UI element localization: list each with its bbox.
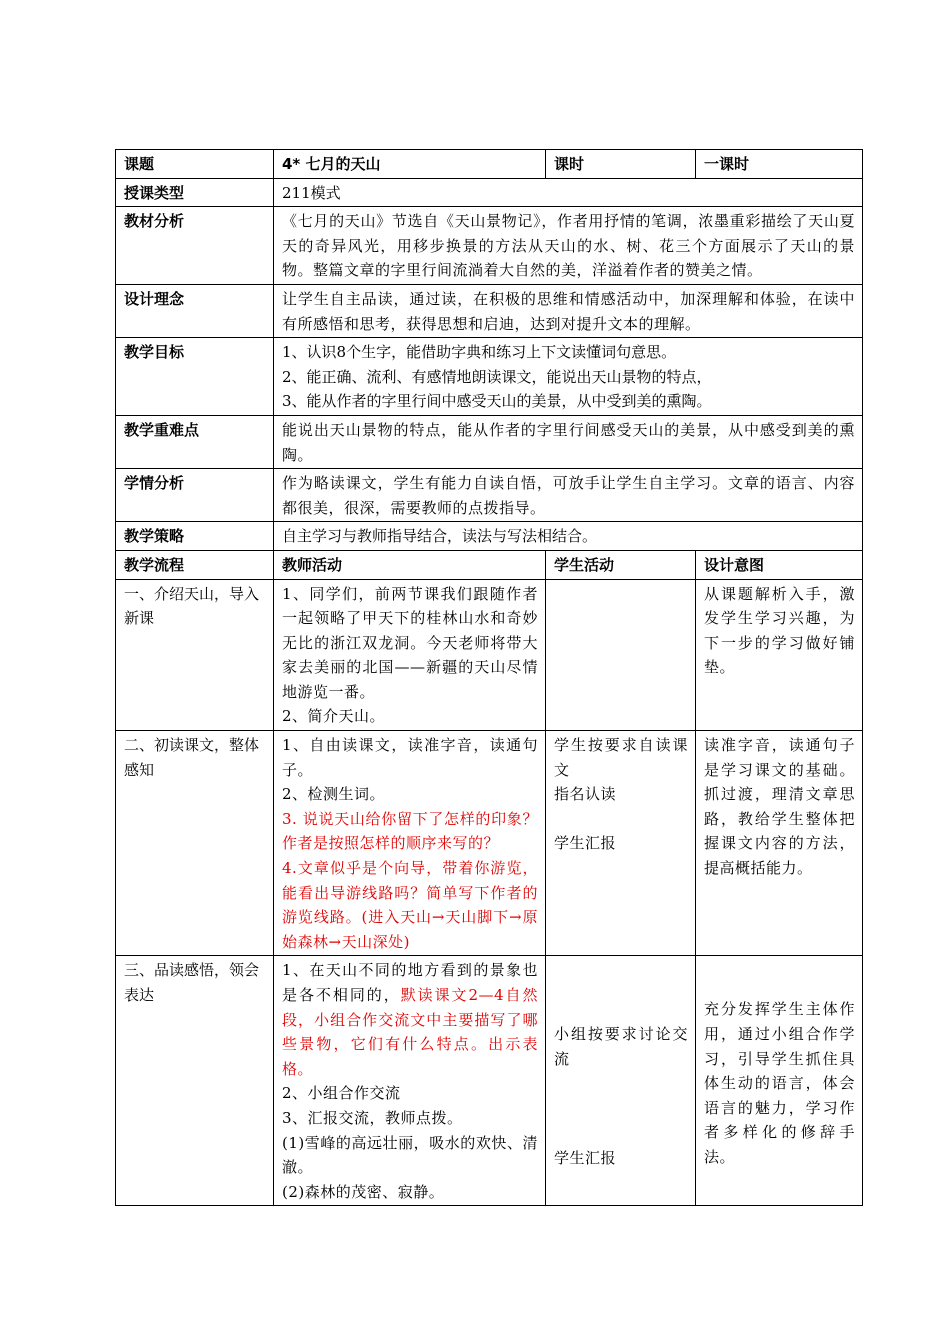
student-step: 小组按要求讨论交流 [554,1025,689,1068]
intent-header: 设计意图 [696,550,863,579]
spacer [554,1072,688,1146]
learner-row [116,469,863,522]
focus-label: 教学重难点 [116,415,274,468]
teacher-step: 2、小组合作交流 [282,1084,401,1103]
design-intent: 读准字音，读通句子是学习课文的基础。抓过渡，理清文章思路，教给学生整体把握课文内容的方法，提高概括能力。 [696,731,863,956]
stage-row [116,956,863,1206]
design-intent-text: 充分发挥学生主体作用，通过小组合作学习，引导学生抓住具体生动的语言，体会语言的魅力，学习作者多样化的修辞手法。 [704,1000,856,1166]
concept-value: 让学生自主品读，通过读，在积极的思维和情感活动中，加深理解和体验，在读中有所感悟和思考，获得思想和启迪，达到对提升文本的理解。 [274,284,863,337]
teacher-step-highlight: 默读课文2—4自然段，小组合作交流文中主要描写了哪些景物，它们有什么特点。出示表格。 [282,986,539,1078]
teacher-step: (1)雪峰的高远壮丽，吸水的欢快、清澈。 [282,1133,539,1177]
teacher-header: 教师活动 [274,550,546,579]
type-value: 211模式 [274,178,863,207]
goals-row [116,338,863,416]
period-value: 一课时 [696,150,863,179]
topic-value: 4* 七月的天山 [274,150,546,179]
type-label: 授课类型 [116,178,274,207]
student-step: 学生汇报 [554,834,617,853]
learner-value: 作为略读课文，学生有能力自读自悟，可放手让学生自主学习。文章的语言、内容都很美，很深，需要教师的点拨指导。 [274,469,863,522]
strategy-value: 自主学习与教师指导结合，读法与写法相结合。 [274,522,863,551]
topic-label: 课题 [116,150,274,179]
flow-header: 教学流程 [116,550,274,579]
spacer [554,807,688,832]
analysis-value: 《七月的天山》节选自《天山景物记》，作者用抒情的笔调，浓墨重彩描绘了天山夏天的奇异风光，用移步换景的方法从天山的水、树、花三个方面展示了天山的景物。整篇文章的字里行间流淌着大自然的美，洋溢着作者的赞美之情。 [274,207,863,285]
design-intent: 从课题解析入手，激发学生学习兴趣，为下一步的学习做好铺垫。 [696,579,863,731]
goal-item: 1、认识8个生字，能借助字典和练习上下文读懂词句意思。 [282,343,677,362]
teacher-step: (2)森林的茂密、寂静。 [282,1182,445,1201]
teacher-step-highlight: 3. 说说天山给你留下了怎样的印象？作者是按照怎样的顺序来写的？ [282,809,539,853]
goal-item: 2、能正确、流利、有感情地朗读课文，能说出天山景物的特点， [282,367,712,386]
teacher-step: 1、同学们，前两节课我们跟随作者一起领略了甲天下的桂林山水和奇妙无比的浙江双龙洞。今天老师将带大家去美丽的北国——新疆的天山尽情地游览一番。 [282,584,539,701]
teacher-step: 2、简介天山。 [282,707,386,726]
goals-label: 教学目标 [116,338,274,416]
analysis-label: 教材分析 [116,207,274,285]
student-step: 学生汇报 [554,1148,617,1167]
strategy-row [116,522,863,551]
strategy-label: 教学策略 [116,522,274,551]
analysis-row [116,207,863,285]
stage-title: 一、介绍天山，导入新课 [116,579,274,731]
design-intent [696,956,863,1206]
teacher-step-highlight: 4.文章似乎是个向导，带着你游览，能看出导游线路吗？简单写下作者的游览线路。(进入天山→天山脚下→原始森林→天山深处) [282,859,539,951]
teacher-activity [274,579,546,731]
type-row [116,178,863,207]
student-activity [546,731,696,956]
student-step: 指名认读 [554,785,617,804]
spacer [554,958,688,1022]
goal-item: 3、能从作者的字里行间中感受天山的美景，从中受到美的熏陶。 [282,392,712,411]
teacher-activity [274,731,546,956]
teacher-step: 1、在天山不同的地方看到的景象也是各不相同的， [282,961,539,1004]
stage-row [116,731,863,956]
stage-title: 二、初读课文，整体感知 [116,731,274,956]
period-label: 课时 [546,150,696,179]
goals-list [274,338,863,416]
learner-label: 学情分析 [116,469,274,522]
teacher-activity [274,956,546,1206]
spacer [704,958,855,997]
process-header-row [116,550,863,579]
student-step: 学生按要求自读课文 [554,736,689,779]
teacher-step: 1、自由读课文，读准字音，读通句子。 [282,736,539,779]
teacher-step: 3、汇报交流，教师点拨。 [282,1108,463,1127]
concept-label: 设计理念 [116,284,274,337]
concept-row [116,284,863,337]
lesson-plan-table [115,149,863,1206]
topic-row [116,150,863,179]
student-activity [546,579,696,731]
stage-row [116,579,863,731]
stage-title: 三、品读感悟，领会表达 [116,956,274,1206]
student-activity [546,956,696,1206]
student-header: 学生活动 [546,550,696,579]
focus-row [116,415,863,468]
teacher-step: 2、检测生词。 [282,785,386,804]
focus-value: 能说出天山景物的特点，能从作者的字里行间感受天山的美景，从中感受到美的熏陶。 [274,415,863,468]
